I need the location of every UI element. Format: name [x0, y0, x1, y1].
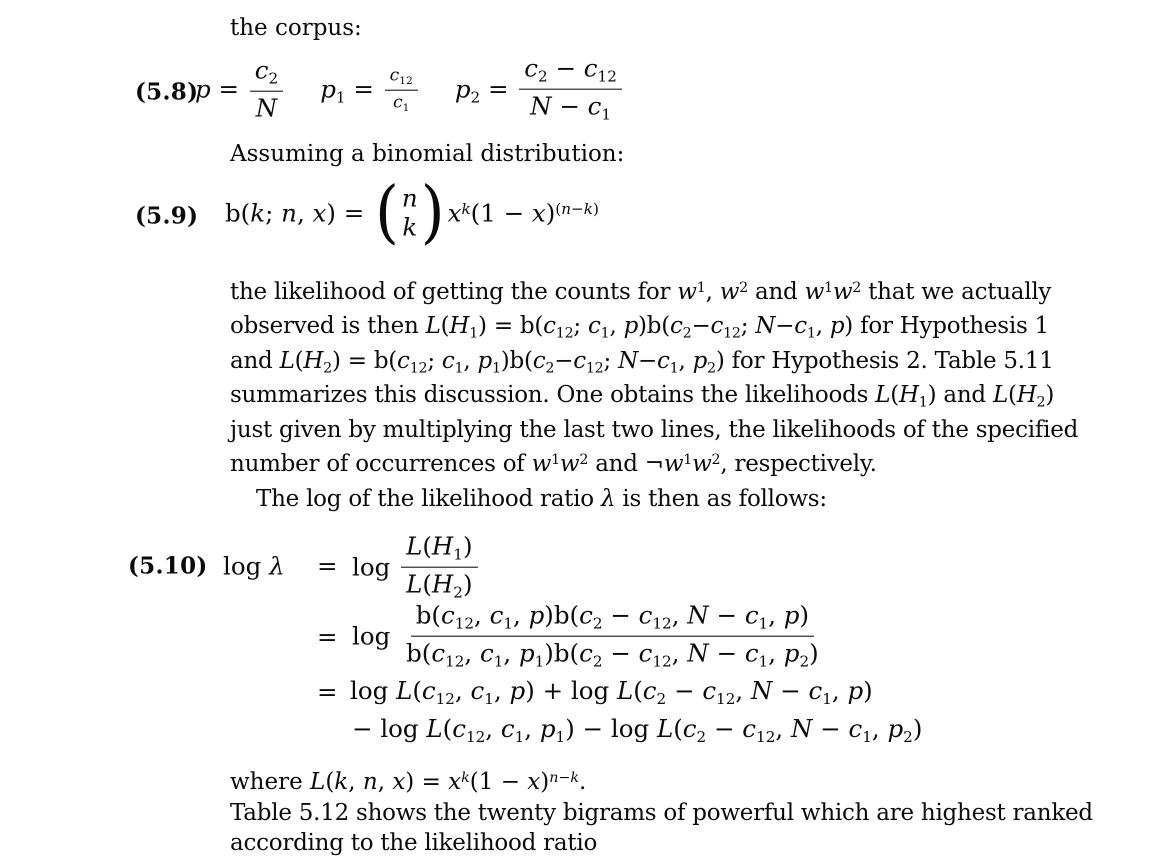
equation-5-10-lhs: log λ	[223, 551, 285, 581]
paragraph-line-5: just given by multiplying the last two lines, the likelihoods of the specified	[230, 417, 1079, 443]
equals-sign-row-1: =	[317, 551, 338, 581]
paragraph-line-2: observed is then $L(H_1) = b(c_{12}$; $c_1$, $p)b(c_2-c_{12}$; $N-c_1$, p) for Hypothesis 1	[230, 313, 1049, 342]
equation-5-10-row-3: $\log L(c_{12}$, $c_1$, $p) + \log L(c_2 - c_{12}$, $N - c_1$, p)	[350, 676, 873, 708]
paragraph-line-3: and $L(H_2) = b(c_{12}$; $c_1$, $p_1)b(c_2-c_{12}$; $N-c_1$, $p_2$) for Hypothesis 2. Table 5.11	[230, 348, 1054, 377]
equation-label-5-10: (5.10)	[128, 552, 208, 580]
paragraph-line-6: number of occurrences of $w^1w^2$ and $\neg w^1w^2$, respectively.	[230, 451, 877, 477]
paragraph-line-7-indented: The log of the likelihood ratio λ is then as follows:	[256, 486, 827, 512]
equation-label-5-8: (5.8)	[135, 78, 199, 106]
assuming-line: Assuming a binomial distribution:	[230, 141, 625, 167]
where-line: where L(k, n, $x) = x^k(1 - x)^{n-k}$.	[230, 769, 587, 795]
paragraph-line-1: the likelihood of getting the counts for $w^1$, $w^2$ and $w^1w^2$ that we actually	[230, 279, 1052, 305]
paragraph-line-4: summarizes this discussion. One obtains the likelihoods $L(H_1)$ and $L(H_2)$	[230, 382, 1055, 411]
equation-5-10-row-4: − $\log L(c_{12}$, $c_1$, $p_1) - \log L(c_2 - c_{12}$, $N - c_1$, $p_2$)	[352, 714, 923, 746]
equation-5-9-math: b(k; n, x) = ( n k ) $x^k(1 - x)^{(n-k)}$	[225, 172, 599, 253]
equals-sign-row-2: =	[317, 622, 338, 652]
corpus-line: the corpus:	[230, 15, 362, 41]
equation-5-8-math: p = $\frac{c_2}{N}$ $p_1$ = $\frac{c_{12}}{c_1}$ $p_2$ = $\frac{c_2 - c_{12}}{N - c_1}$	[195, 56, 625, 127]
equation-5-10-row-2: log $\frac{b(c_{12}, c_1, p)b(c_2 - c_{12}, N - c_1, p)}{b(c_{12}, c_1, p_1)b(c_2 - c_{12}, N - c_1, p_2)}$	[352, 600, 819, 671]
equation-label-5-9: (5.9)	[135, 202, 199, 230]
equals-sign-row-3: =	[317, 677, 338, 707]
equation-5-10-row-1: log $\frac{L(H_1)}{L(H_2)}$	[352, 534, 481, 605]
cutoff-bottom-line: Table 5.12 shows the twenty bigrams of powerful which are highest ranked according to the likelihood ratio	[230, 800, 1093, 856]
